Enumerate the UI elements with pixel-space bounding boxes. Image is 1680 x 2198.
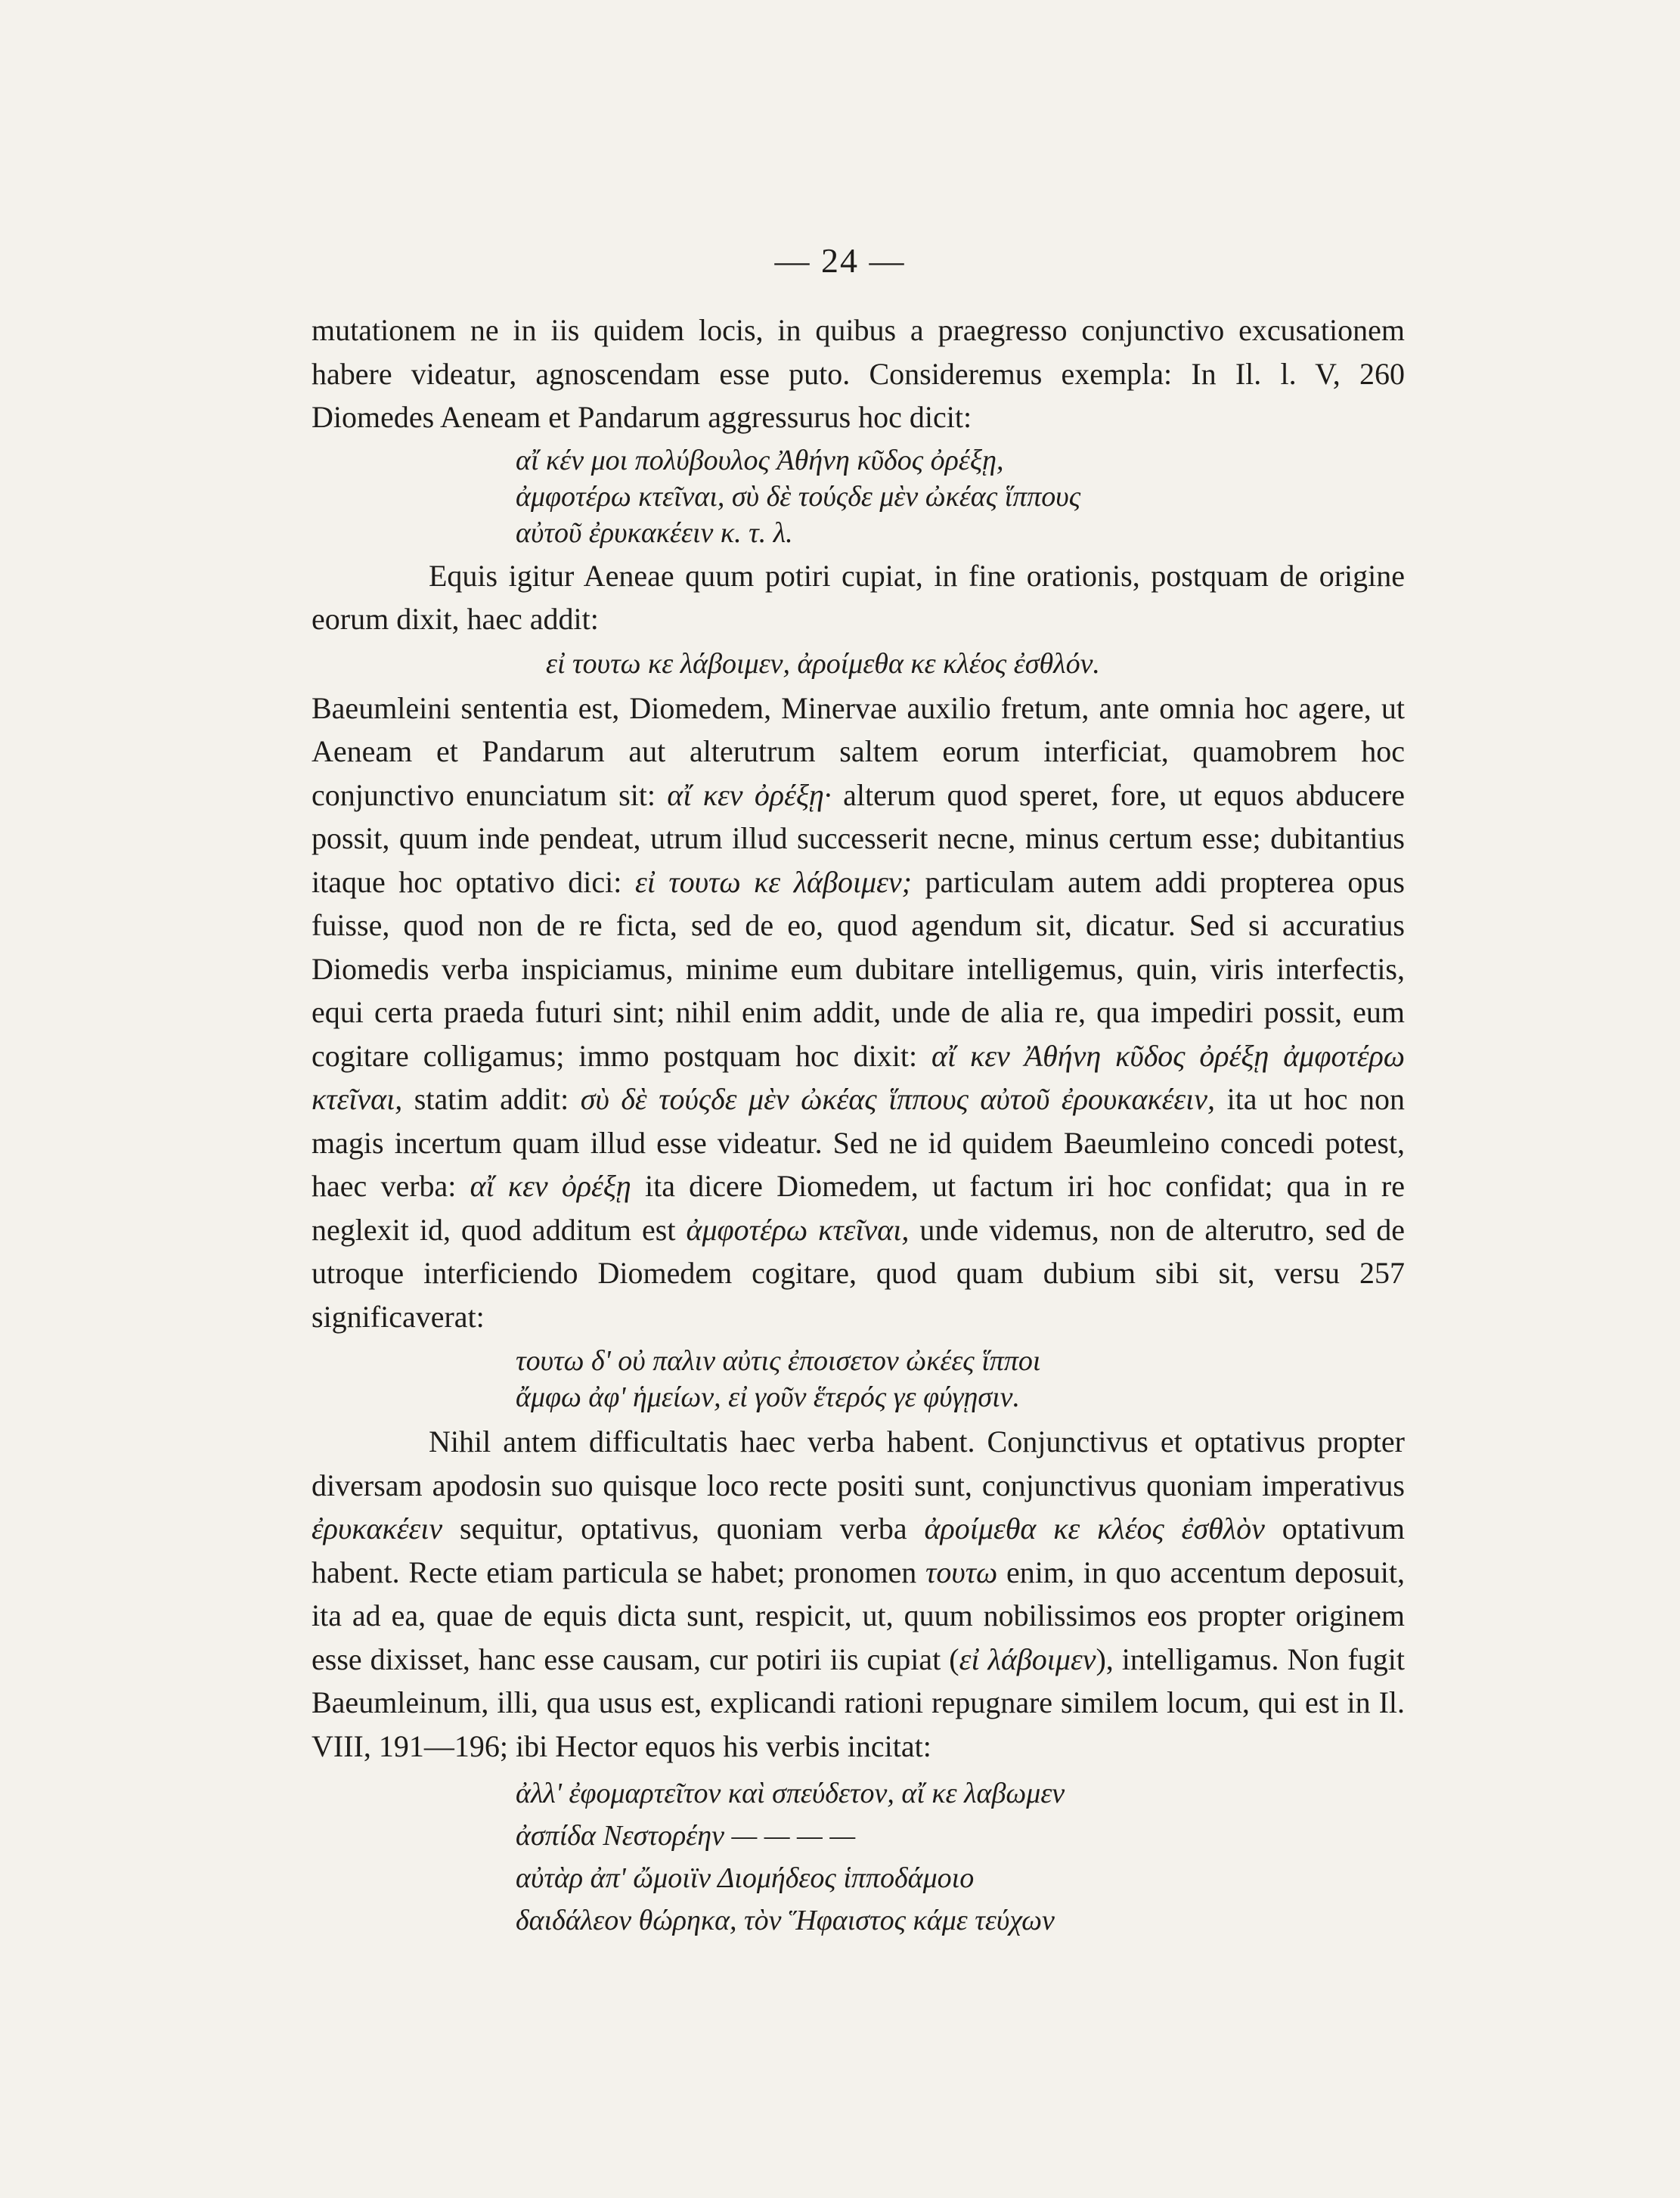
text-run: sequitur, optativus, quoniam verba xyxy=(442,1511,925,1545)
greek-phrase: εἰ λάβοιμεν xyxy=(959,1642,1096,1676)
quote-versu-257 xyxy=(312,1343,1405,1415)
text-run: Baeumleini sententia est, Diomedem, Minervae auxilio fretum, ante omnia hoc agere, ut Aeneam et Pandarum aut alterutrum saltem eorum interficiat, quamobrem hoc conjunctivo enunciatum sit: xyxy=(312,690,1405,812)
page-number: — 24 — xyxy=(774,241,906,280)
greek-phrase: ἐρυκακέειν xyxy=(312,1511,443,1545)
text-run: ita ut hoc non magis incertum quam illud esse videatur. Sed ne id quidem Baeumleino concedi potest, haec verba: xyxy=(312,1082,1405,1203)
quote-line: εἰ τουτω κε λάβοιμεν, ἀροίμεθα κε κλέος ἐσθλόν. xyxy=(546,647,1100,680)
quote-line: ἀλλ' ἐφομαρτεῖτον καὶ σπεύδετον, αἴ κε λαβωμεν xyxy=(516,1778,1065,1809)
paragraph-4 xyxy=(312,1420,1405,1768)
text-run: ), intelligamus. Non fugit Baeumleinum, illi, qua usus est, explicandi rationi repugnare similem locum, qui est in Il. VIII, 191—196; ibi Hector equos his verbis incitat: xyxy=(312,1642,1406,1763)
paragraph-3 xyxy=(312,687,1405,1339)
text-run: Nihil antem difficultatis haec verba habent. Conjunctivus et optativus propter diversam apodosin suo quisque loco recte positi sunt, conjunctivus quoniam imperativus xyxy=(312,1425,1405,1502)
greek-phrase: αἴ κεν ὀρέξῃ· xyxy=(667,777,832,812)
quote-iliad-v-260 xyxy=(312,442,1405,551)
paragraph-2: Equis igitur Aeneae quum potiri cupiat, in fine orationis, postquam de origine eorum dixit, haec addit: xyxy=(312,558,1405,636)
quote-line: αὐτοῦ ἐρυκακέειν κ. τ. λ. xyxy=(516,516,793,549)
greek-phrase: αἴ κεν ὀρέξῃ xyxy=(470,1169,631,1203)
quote-line: ἀσπίδα Νεστορέην — — — — xyxy=(516,1820,856,1852)
quote-line: αὐτὰρ ἀπ' ὤμοιϊν Διομήδεος ἱπποδάμοιο xyxy=(516,1862,975,1894)
text-run: alterum quod speret, fore, ut equos abducere possit, quum inde pendeat, utrum illud successerit necne, minus certum esse; dubitantius itaque hoc optativo dici: xyxy=(312,777,1406,899)
greek-phrase: ἀροίμεθα κε κλέος ἐσθλὸν xyxy=(924,1511,1265,1545)
text-run: ita dicere Diomedem, ut factum iri hoc confidat; qua in re neglexit id, quod additum est xyxy=(312,1169,1405,1247)
greek-phrase: αἴ κεν Ἀθήνη κῦδος ὀρέξῃ ἀμφοτέρω κτεῖναι, xyxy=(312,1038,1406,1116)
text-run: enim, in quo accentum deposuit, ita ad ea, quae de equis dicta sunt, respicit, ut, quum nobilissimos eos propter originem esse dixisset, hanc esse causam, cur potiri iis cupiat ( xyxy=(312,1555,1405,1676)
quote-line: αἴ κέν μοι πολύβουλος Ἀθήνη κῦδος ὀρέξῃ, xyxy=(516,444,1004,476)
quote-line: ἄμφω ἀφ' ἡμείων, εἰ γοῦν ἕτερός γε φύγῃσιν. xyxy=(516,1381,1021,1413)
main-text xyxy=(312,308,1405,1946)
quote-line: ἀμφοτέρω κτεῖναι, σὺ δὲ τούςδε μὲν ὠκέας ἵππους xyxy=(516,480,1081,513)
greek-phrase: ἀμφοτέρω κτεῖναι, xyxy=(686,1212,910,1247)
quote-line: τουτω δ' οὐ παλιν αὐτις ἐποισετον ὠκέες ἵπποι xyxy=(516,1345,1041,1377)
text-run: unde videmus, non de alterutro, sed de utroque interficiendo Diomedem cogitare, quod quam dubium sibi sit, versu 257 significaverat: xyxy=(312,1212,1405,1334)
quote-addit xyxy=(312,646,1405,682)
text-run: optativum habent. Recte etiam particula se habet; pronomen xyxy=(312,1511,1406,1589)
quote-line: δαιδάλεον θώρηκα, τὸν Ἥφαιστος κάμε τεύχων xyxy=(516,1905,1055,1936)
paragraph-1: mutationem ne in iis quidem locis, in quibus a praegresso conjunctivo excusationem habere videatur, agnoscendam esse puto. Consideremus exempla: In Il. l. V, 260 Diomedes Aeneam et Pandarum aggressurus hoc dicit: xyxy=(312,313,1405,434)
quote-iliad-viii-191 xyxy=(312,1772,1405,1942)
text-run: particulam autem addi propterea opus fuisse, quod non de re ficta, sed de eo, quod agendum sit, dicatur. Sed si accuratius Diomedis verba inspiciamus, minime eum dubitare intelligemus, quin, viris interfectis, equi certa praeda futuri sint; nihil enim addit, unde de alia re, qua impediri possit, eum cogitare colligamus; immo postquam hoc dixit: xyxy=(312,864,1405,1073)
text-run: statim addit: xyxy=(402,1082,581,1116)
greek-phrase: σὺ δὲ τούςδε μὲν ὠκέας ἵππους αὐτοῦ ἐρουκακέειν, xyxy=(580,1082,1216,1116)
greek-phrase: εἰ τουτω κε λάβοιμεν; xyxy=(634,864,912,899)
greek-phrase: τουτω xyxy=(925,1555,998,1589)
